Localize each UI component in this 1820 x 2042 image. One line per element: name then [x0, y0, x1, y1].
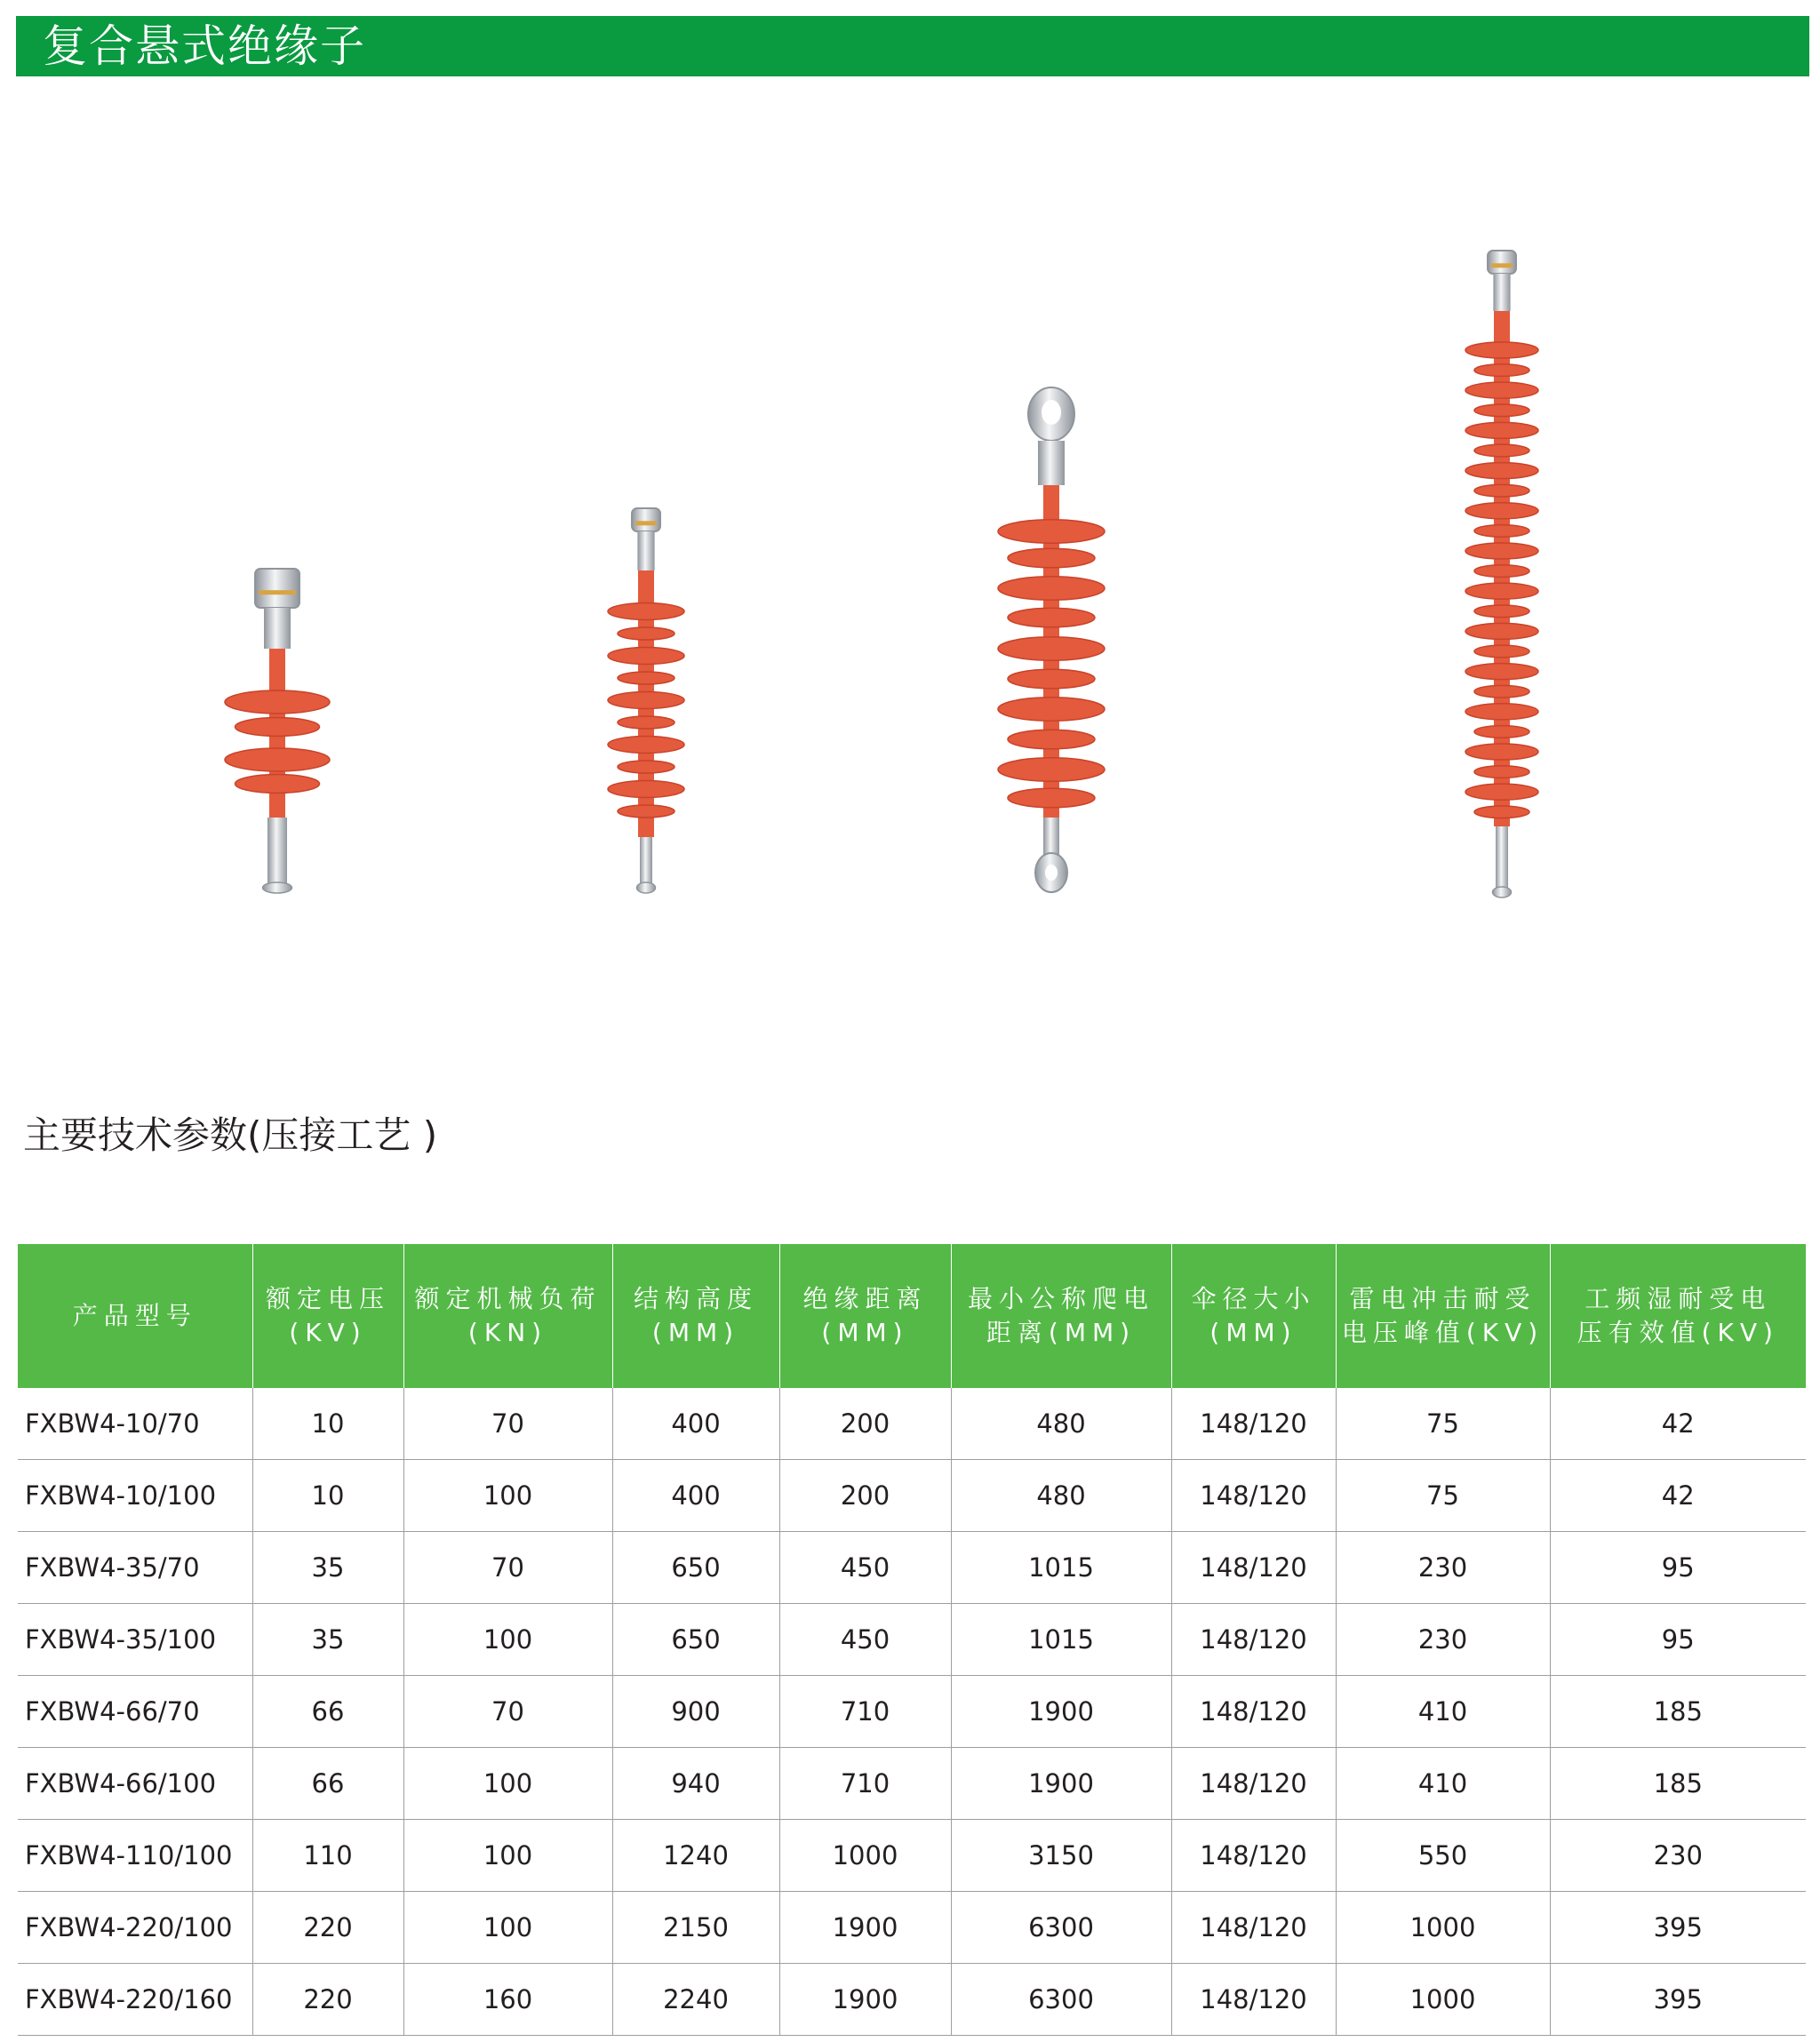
shed [618, 627, 675, 640]
value-cell: 1015 [951, 1604, 1171, 1676]
shed [225, 690, 330, 714]
value-cell: 230 [1550, 1820, 1806, 1892]
value-cell: 35 [252, 1532, 403, 1604]
shed [1474, 525, 1529, 538]
model-cell: FXBW4-66/70 [18, 1676, 252, 1748]
value-cell: 70 [403, 1676, 612, 1748]
value-cell: 1015 [951, 1532, 1171, 1604]
value-cell: 3150 [951, 1820, 1171, 1892]
shed [1474, 766, 1529, 778]
shed [998, 577, 1105, 600]
value-cell: 148/120 [1171, 1676, 1336, 1748]
value-cell: 148/120 [1171, 1964, 1336, 2036]
eye-hole-top [1042, 400, 1061, 425]
value-cell: 1900 [951, 1748, 1171, 1820]
value-cell: 35 [252, 1604, 403, 1676]
shed [1465, 543, 1538, 559]
value-cell: 70 [403, 1532, 612, 1604]
column-header [779, 1244, 951, 1388]
value-cell: 550 [1336, 1820, 1550, 1892]
socket-cap [255, 569, 299, 608]
end-fitting-top [264, 608, 291, 649]
value-cell: 1900 [951, 1676, 1171, 1748]
table-row [18, 1388, 1806, 1460]
value-cell: 95 [1550, 1532, 1806, 1604]
shed [235, 718, 320, 737]
value-cell: 160 [403, 1964, 612, 2036]
insulator-illustrations [0, 240, 1820, 906]
model-cell: FXBW4-220/100 [18, 1892, 252, 1964]
ball-end [263, 882, 292, 893]
column-header-line: 额定电压 [265, 1284, 390, 1313]
value-cell: 1000 [1336, 1964, 1550, 2036]
value-cell: 100 [403, 1748, 612, 1820]
value-cell: 220 [252, 1964, 403, 2036]
column-header-line: (MM) [651, 1318, 740, 1347]
value-cell: 710 [779, 1748, 951, 1820]
eye-hole-bottom [1045, 865, 1058, 881]
column-header [18, 1244, 252, 1388]
shed [998, 520, 1105, 543]
table-row [18, 1820, 1806, 1892]
shed [1008, 788, 1095, 808]
shed [618, 805, 675, 818]
value-cell: 75 [1336, 1460, 1550, 1532]
value-cell: 6300 [951, 1892, 1171, 1964]
insulator-short-socket [225, 569, 330, 893]
value-cell: 100 [403, 1820, 612, 1892]
shed [1474, 565, 1529, 578]
value-cell: 450 [779, 1532, 951, 1604]
page-title: 复合悬式绝缘子 [43, 20, 366, 72]
shed [1474, 484, 1529, 497]
value-cell: 2150 [612, 1892, 779, 1964]
shed [1465, 382, 1538, 398]
column-header-line: (MM) [1209, 1318, 1297, 1347]
value-cell: 100 [403, 1604, 612, 1676]
column-header [403, 1244, 612, 1388]
section-title: 主要技术参数(压接工艺 ) [23, 1113, 438, 1157]
value-cell: 220 [252, 1892, 403, 1964]
shed [608, 781, 684, 798]
column-header-line: 产品型号 [72, 1301, 197, 1330]
end-fitting-bottom [1496, 826, 1508, 889]
model-cell: FXBW4-220/160 [18, 1964, 252, 2036]
shed [1465, 422, 1538, 438]
socket-cap [632, 508, 660, 531]
shed [1008, 730, 1095, 749]
insulator-long-ball [1465, 251, 1538, 897]
cap-band [1491, 263, 1513, 267]
shed [1474, 645, 1529, 658]
table-row [18, 1604, 1806, 1676]
shed [235, 775, 320, 794]
value-cell: 650 [612, 1604, 779, 1676]
shed [1008, 669, 1095, 689]
table-row [18, 1532, 1806, 1604]
value-cell: 2240 [612, 1964, 779, 2036]
value-cell: 230 [1336, 1604, 1550, 1676]
end-fitting-top [637, 531, 654, 570]
column-header-line: 额定机械负荷 [414, 1284, 602, 1313]
shed [608, 692, 684, 709]
value-cell: 230 [1336, 1532, 1550, 1604]
value-cell: 10 [252, 1388, 403, 1460]
end-fitting-top [1038, 441, 1065, 485]
shed [1008, 608, 1095, 627]
value-cell: 1000 [1336, 1892, 1550, 1964]
ball-end [637, 882, 656, 893]
value-cell: 148/120 [1171, 1748, 1336, 1820]
value-cell: 6300 [951, 1964, 1171, 2036]
shed [608, 648, 684, 665]
shed [608, 603, 684, 620]
value-cell: 185 [1550, 1676, 1806, 1748]
value-cell: 410 [1336, 1748, 1550, 1820]
column-header-line: 最小公称爬电 [967, 1284, 1154, 1313]
value-cell: 480 [951, 1460, 1171, 1532]
column-header [1336, 1244, 1550, 1388]
shed [1465, 503, 1538, 519]
column-header [252, 1244, 403, 1388]
cap-band [259, 590, 296, 594]
value-cell: 1240 [612, 1820, 779, 1892]
end-fitting-bottom [267, 818, 287, 884]
title-bar [16, 16, 1809, 76]
value-cell: 66 [252, 1748, 403, 1820]
table-row [18, 1964, 1806, 2036]
value-cell: 148/120 [1171, 1532, 1336, 1604]
value-cell: 148/120 [1171, 1388, 1336, 1460]
socket-cap [1488, 251, 1516, 274]
insulator-clevis-eye [998, 387, 1105, 892]
column-header-line: 距离(MM) [986, 1318, 1137, 1347]
shed [1474, 364, 1529, 377]
model-cell: FXBW4-10/70 [18, 1388, 252, 1460]
column-header [1171, 1244, 1336, 1388]
end-fitting-top [1493, 274, 1510, 311]
shed [1465, 463, 1538, 479]
value-cell: 1000 [779, 1820, 951, 1892]
header-row [18, 1244, 1806, 1388]
column-header-line: 压有效值(KV) [1577, 1318, 1779, 1347]
model-cell: FXBW4-35/70 [18, 1532, 252, 1604]
value-cell: 100 [403, 1892, 612, 1964]
value-cell: 395 [1550, 1892, 1806, 1964]
table-row [18, 1892, 1806, 1964]
end-fitting-bottom [640, 837, 652, 884]
value-cell: 900 [612, 1676, 779, 1748]
shed [618, 716, 675, 729]
value-cell: 95 [1550, 1604, 1806, 1676]
value-cell: 185 [1550, 1748, 1806, 1820]
shed [1465, 623, 1538, 639]
value-cell: 66 [252, 1676, 403, 1748]
column-header-line: 结构高度 [633, 1284, 758, 1313]
shed [1474, 685, 1529, 698]
cap-band [635, 521, 657, 525]
shed [1474, 726, 1529, 738]
shed [1474, 444, 1529, 457]
shed [998, 637, 1105, 660]
value-cell: 100 [403, 1460, 612, 1532]
value-cell: 75 [1336, 1388, 1550, 1460]
value-cell: 148/120 [1171, 1820, 1336, 1892]
table-body [18, 1388, 1806, 2036]
value-cell: 10 [252, 1460, 403, 1532]
shed [1474, 806, 1529, 818]
shed [1474, 404, 1529, 417]
insulator-medium-ball [608, 508, 684, 893]
column-header-line: (MM) [821, 1318, 909, 1347]
ball-end [1493, 887, 1512, 897]
value-cell: 70 [403, 1388, 612, 1460]
model-cell: FXBW4-10/100 [18, 1460, 252, 1532]
model-cell: FXBW4-110/100 [18, 1820, 252, 1892]
shed [1465, 342, 1538, 358]
value-cell: 200 [779, 1388, 951, 1460]
column-header [612, 1244, 779, 1388]
value-cell: 710 [779, 1676, 951, 1748]
shed [998, 758, 1105, 781]
model-cell: FXBW4-66/100 [18, 1748, 252, 1820]
column-header [1550, 1244, 1806, 1388]
value-cell: 1900 [779, 1892, 951, 1964]
parameter-table [18, 1244, 1806, 2036]
column-header-line: 工频湿耐受电 [1585, 1284, 1772, 1313]
table-header [18, 1244, 1806, 1388]
value-cell: 110 [252, 1820, 403, 1892]
value-cell: 42 [1550, 1388, 1806, 1460]
value-cell: 395 [1550, 1964, 1806, 2036]
value-cell: 148/120 [1171, 1892, 1336, 1964]
value-cell: 148/120 [1171, 1460, 1336, 1532]
shed [1474, 605, 1529, 618]
shed [1008, 548, 1095, 568]
shed [1465, 664, 1538, 680]
table-row [18, 1748, 1806, 1820]
shed [1465, 583, 1538, 599]
value-cell: 450 [779, 1604, 951, 1676]
product-photos [0, 240, 1820, 906]
column-header-line: 电压峰值(KV) [1341, 1318, 1545, 1347]
column-header-line: 雷电冲击耐受 [1349, 1284, 1537, 1313]
shed [1465, 704, 1538, 720]
value-cell: 410 [1336, 1676, 1550, 1748]
shed [618, 672, 675, 684]
value-cell: 1900 [779, 1964, 951, 2036]
shed [225, 748, 330, 771]
shed [1465, 784, 1538, 800]
shed [608, 737, 684, 754]
shed [1465, 744, 1538, 760]
value-cell: 400 [612, 1460, 779, 1532]
model-cell: FXBW4-35/100 [18, 1604, 252, 1676]
value-cell: 480 [951, 1388, 1171, 1460]
table-row [18, 1460, 1806, 1532]
shed [998, 698, 1105, 721]
value-cell: 650 [612, 1532, 779, 1604]
column-header-line: 伞径大小 [1191, 1284, 1316, 1313]
table-row [18, 1676, 1806, 1748]
column-header-line: (KV) [289, 1318, 367, 1347]
value-cell: 200 [779, 1460, 951, 1532]
value-cell: 400 [612, 1388, 779, 1460]
shed [618, 761, 675, 773]
value-cell: 42 [1550, 1460, 1806, 1532]
value-cell: 940 [612, 1748, 779, 1820]
column-header [951, 1244, 1171, 1388]
column-header-line: (KN) [467, 1318, 548, 1347]
value-cell: 148/120 [1171, 1604, 1336, 1676]
column-header-line: 绝缘距离 [802, 1284, 928, 1313]
